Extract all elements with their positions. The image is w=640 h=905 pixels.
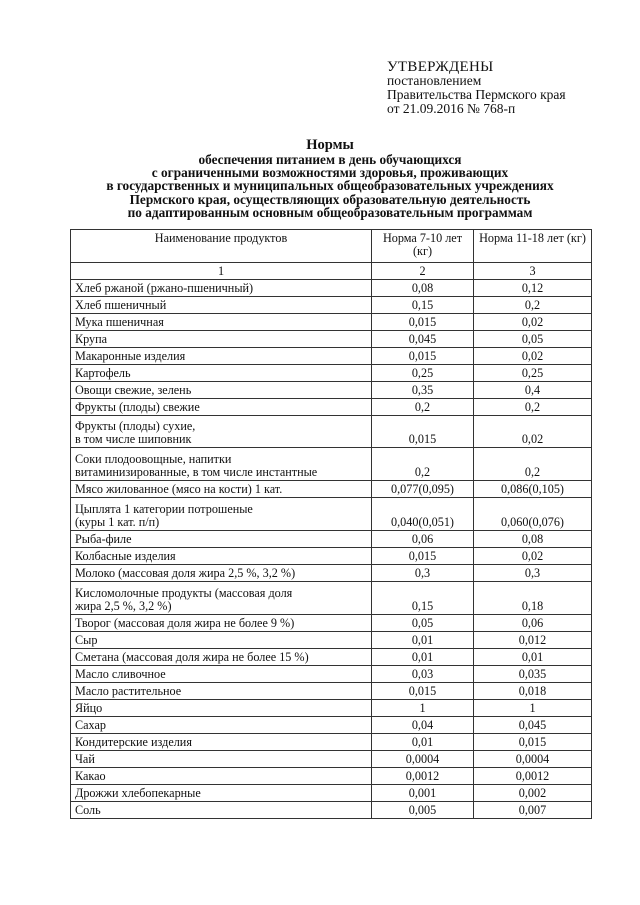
column-number-row	[71, 263, 592, 280]
table-row	[71, 582, 592, 615]
header-norm-7-10: Норма 7-10 лет (кг)	[372, 230, 474, 263]
table-row	[71, 802, 592, 819]
norm-7-10-cell: 0,15	[372, 582, 474, 615]
norm-11-18-cell: 0,007	[474, 802, 592, 819]
product-name-cell: Чай	[71, 751, 372, 768]
table-row	[71, 700, 592, 717]
norms-table	[70, 229, 592, 819]
title-line: с ограниченными возможностями здоровья, проживающих	[151, 165, 509, 181]
table-row	[71, 399, 592, 416]
column-number: 1	[71, 263, 372, 280]
norm-11-18-cell: 0,01	[474, 649, 592, 666]
norm-11-18-cell: 0,002	[474, 785, 592, 802]
norm-7-10-cell: 0,2	[372, 399, 474, 416]
norm-7-10-cell: 0,015	[372, 683, 474, 700]
product-name-cell: Кондитерские изделия	[71, 734, 372, 751]
norm-11-18-cell: 1	[474, 700, 592, 717]
norm-11-18-cell: 0,02	[474, 416, 592, 448]
approval-line: от 21.09.2016 № 768-п	[387, 101, 516, 116]
approval-line: постановлением	[387, 73, 482, 88]
norm-7-10-cell: 0,2	[372, 448, 474, 481]
product-name-cell: Творог (массовая доля жира не более 9 %)	[71, 615, 372, 632]
column-number: 2	[372, 263, 474, 280]
table-row	[71, 416, 592, 448]
norm-11-18-cell: 0,045	[474, 717, 592, 734]
approval-line: Правительства Пермского края	[387, 87, 566, 102]
norm-7-10-cell: 0,3	[372, 565, 474, 582]
norm-11-18-cell: 0,012	[474, 632, 592, 649]
norm-11-18-cell: 0,2	[474, 297, 592, 314]
product-name-cell: Овощи свежие, зелень	[71, 382, 372, 399]
table-row	[71, 734, 592, 751]
norm-7-10-cell: 0,01	[372, 632, 474, 649]
norm-7-10-cell: 0,03	[372, 666, 474, 683]
norm-7-10-cell: 0,01	[372, 734, 474, 751]
product-name-cell: Макаронные изделия	[71, 348, 372, 365]
norm-7-10-cell: 0,001	[372, 785, 474, 802]
table-row	[71, 785, 592, 802]
norm-7-10-cell: 0,15	[372, 297, 474, 314]
product-name-cell: Молоко (массовая доля жира 2,5 %, 3,2 %)	[71, 565, 372, 582]
table-row	[71, 615, 592, 632]
product-name-cell: Сыр	[71, 632, 372, 649]
table-row	[71, 565, 592, 582]
title-line: Нормы	[306, 137, 354, 153]
norm-7-10-cell: 0,015	[372, 548, 474, 565]
norm-7-10-cell: 0,077(0,095)	[372, 481, 474, 498]
product-name-cell: Фрукты (плоды) сухие, в том числе шиповник	[71, 416, 372, 448]
norm-7-10-cell: 0,35	[372, 382, 474, 399]
table-row	[71, 382, 592, 399]
header-norm-11-18: Норма 11-18 лет (кг)	[474, 230, 592, 263]
norm-11-18-cell: 0,2	[474, 399, 592, 416]
product-name-cell: Рыба-филе	[71, 531, 372, 548]
norm-11-18-cell: 0,086(0,105)	[474, 481, 592, 498]
norm-11-18-cell: 0,06	[474, 615, 592, 632]
norm-7-10-cell: 0,08	[372, 280, 474, 297]
norm-7-10-cell: 0,040(0,051)	[372, 498, 474, 531]
product-name-cell: Хлеб пшеничный	[71, 297, 372, 314]
norm-7-10-cell: 0,005	[372, 802, 474, 819]
product-name-cell: Соки плодоовощные, напитки витаминизированные, в том числе инстантные	[71, 448, 372, 481]
document-title	[40, 138, 620, 219]
norm-7-10-cell: 0,04	[372, 717, 474, 734]
product-name-cell: Какао	[71, 768, 372, 785]
approval-heading: УТВЕРЖДЕНЫ	[387, 59, 494, 75]
table-row	[71, 331, 592, 348]
table-row	[71, 548, 592, 565]
product-name-cell: Масло сливочное	[71, 666, 372, 683]
norm-7-10-cell: 0,06	[372, 531, 474, 548]
table-row	[71, 666, 592, 683]
title-line: по адаптированным основным общеобразовательным программам	[127, 204, 533, 220]
product-name-cell: Картофель	[71, 365, 372, 382]
norm-11-18-cell: 0,015	[474, 734, 592, 751]
table-row	[71, 498, 592, 531]
norm-11-18-cell: 0,02	[474, 314, 592, 331]
table-row	[71, 448, 592, 481]
table-row	[71, 768, 592, 785]
title-line: в государственных и муниципальных общеобразовательных учреждениях	[106, 178, 554, 194]
header-product-name: Наименование продуктов	[71, 230, 372, 263]
norm-7-10-cell: 0,015	[372, 416, 474, 448]
norm-11-18-cell: 0,0012	[474, 768, 592, 785]
product-name-cell: Хлеб ржаной (ржано-пшеничный)	[71, 280, 372, 297]
table-row	[71, 348, 592, 365]
norm-7-10-cell: 0,05	[372, 615, 474, 632]
table-row	[71, 314, 592, 331]
table-row	[71, 481, 592, 498]
product-name-cell: Фрукты (плоды) свежие	[71, 399, 372, 416]
norm-11-18-cell: 0,18	[474, 582, 592, 615]
norm-7-10-cell: 0,0004	[372, 751, 474, 768]
norm-7-10-cell: 0,0012	[372, 768, 474, 785]
norm-11-18-cell: 0,08	[474, 531, 592, 548]
column-number: 3	[474, 263, 592, 280]
product-name-cell: Мясо жилованное (мясо на кости) 1 кат.	[71, 481, 372, 498]
table-row	[71, 297, 592, 314]
table-header-row	[71, 230, 592, 263]
title-line: Пермского края, осуществляющих образовательную деятельность	[129, 191, 531, 207]
product-name-cell: Яйцо	[71, 700, 372, 717]
norm-11-18-cell: 0,0004	[474, 751, 592, 768]
norm-7-10-cell: 1	[372, 700, 474, 717]
norm-11-18-cell: 0,25	[474, 365, 592, 382]
table-row	[71, 717, 592, 734]
product-name-cell: Цыплята 1 категории потрошеные (куры 1 кат. п/п)	[71, 498, 372, 531]
table-row	[71, 632, 592, 649]
product-name-cell: Колбасные изделия	[71, 548, 372, 565]
norm-11-18-cell: 0,018	[474, 683, 592, 700]
norm-11-18-cell: 0,02	[474, 548, 592, 565]
product-name-cell: Дрожжи хлебопекарные	[71, 785, 372, 802]
norm-11-18-cell: 0,060(0,076)	[474, 498, 592, 531]
norm-7-10-cell: 0,01	[372, 649, 474, 666]
norm-11-18-cell: 0,2	[474, 448, 592, 481]
table-row	[71, 683, 592, 700]
norm-7-10-cell: 0,015	[372, 314, 474, 331]
norm-7-10-cell: 0,25	[372, 365, 474, 382]
product-name-cell: Мука пшеничная	[71, 314, 372, 331]
table-row	[71, 280, 592, 297]
norm-11-18-cell: 0,3	[474, 565, 592, 582]
table-row	[71, 365, 592, 382]
product-name-cell: Сахар	[71, 717, 372, 734]
product-name-cell: Соль	[71, 802, 372, 819]
product-name-cell: Кисломолочные продукты (массовая доля жира 2,5 %, 3,2 %)	[71, 582, 372, 615]
norm-11-18-cell: 0,035	[474, 666, 592, 683]
table-row	[71, 649, 592, 666]
norm-11-18-cell: 0,4	[474, 382, 592, 399]
product-name-cell: Масло растительное	[71, 683, 372, 700]
norm-7-10-cell: 0,045	[372, 331, 474, 348]
table-row	[71, 531, 592, 548]
norm-11-18-cell: 0,12	[474, 280, 592, 297]
table-row	[71, 751, 592, 768]
norm-11-18-cell: 0,05	[474, 331, 592, 348]
approval-stamp	[387, 60, 627, 116]
norm-11-18-cell: 0,02	[474, 348, 592, 365]
norm-7-10-cell: 0,015	[372, 348, 474, 365]
title-line: обеспечения питанием в день обучающихся	[198, 152, 462, 167]
product-name-cell: Сметана (массовая доля жира не более 15 %)	[71, 649, 372, 666]
product-name-cell: Крупа	[71, 331, 372, 348]
